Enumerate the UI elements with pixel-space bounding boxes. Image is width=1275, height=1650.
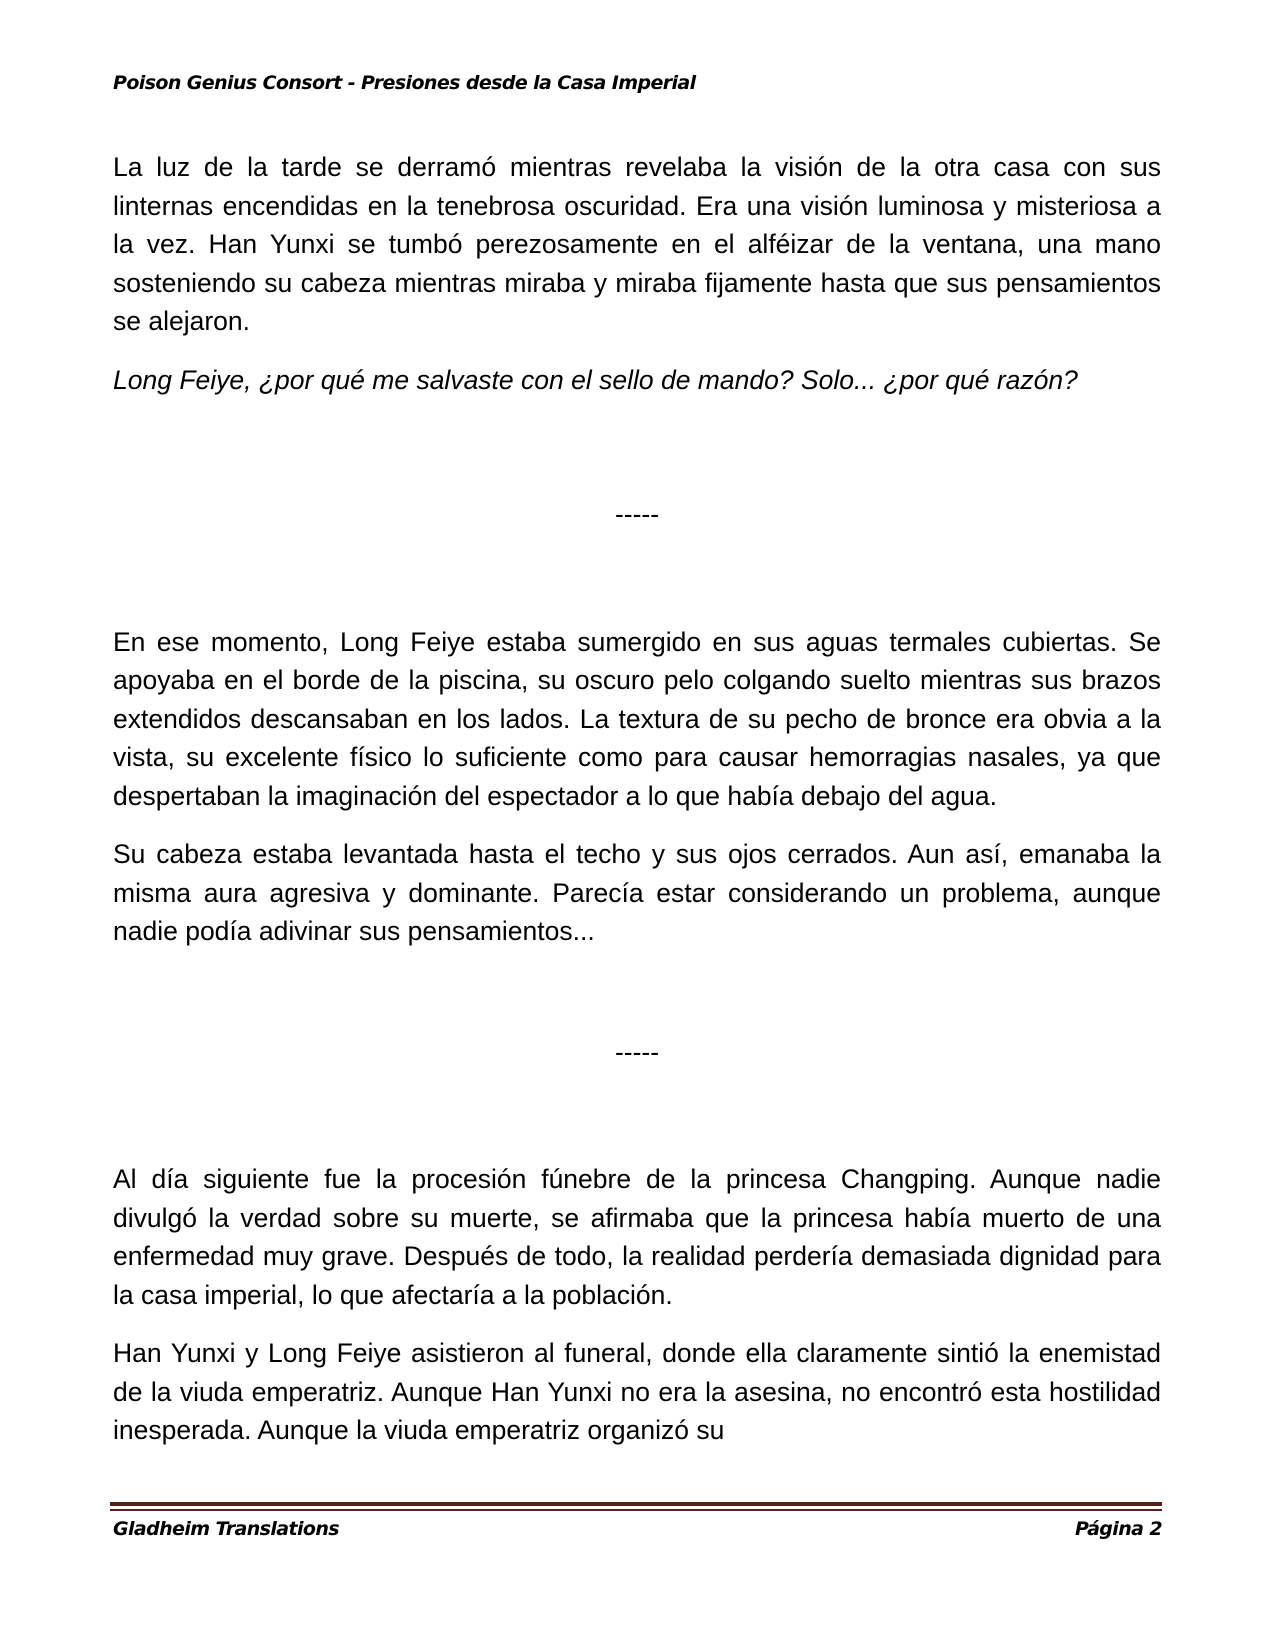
footer-rule-thin xyxy=(110,1509,1162,1511)
paragraph: Han Yunxi y Long Feiye asistieron al funeral, donde ella claramente sintió la enemistad de la viuda emperatriz. Aunque Han Yunxi no era la asesina, no encontró esta hostilidad inesperada. Aunque la viuda emperatriz organizó su xyxy=(113,1338,1161,1445)
paragraph: Al día siguiente fue la procesión fúnebre de la princesa Changping. Aunque nadie divulgó la verdad sobre su muerte, se afirmaba que la princesa había muerto de una enfermedad muy grave. Después de todo, la realidad perdería demasiada dignidad para la casa imperial, lo que afectaría a la población. xyxy=(113,1164,1161,1310)
footer-rule-thick xyxy=(110,1502,1162,1506)
paragraph: La luz de la tarde se derramó mientras revelaba la visión de la otra casa con sus linternas encendidas en la tenebrosa oscuridad. Era una visión luminosa y misteriosa a la vez. Han Yunxi se tumbó perezosamente en el alféizar de la ventana, una mano sosteniendo su cabeza mientras miraba y miraba fijamente hasta que sus pensamientos se alejaron. xyxy=(113,152,1161,336)
section-separator: ----- xyxy=(614,1036,660,1067)
paragraph: Su cabeza estaba levantada hasta el techo y sus ojos cerrados. Aun así, emanaba la misma aura agresiva y dominante. Parecía estar considerando un problema, aunque nadie podía adivinar sus pensamientos... xyxy=(113,839,1161,946)
page-header-title: Poison Genius Consort - Presiones desde la Casa Imperial xyxy=(113,72,696,94)
footer-page-number: Página 2 xyxy=(1074,1518,1162,1540)
paragraph: En ese momento, Long Feiye estaba sumergido en sus aguas termales cubiertas. Se apoyaba en el borde de la piscina, su oscuro pelo colgando suelto mientras sus brazos extendidos descansaban en los lados. La textura de su pecho de bronce era obvia a la vista, su excelente físico lo suficiente como para causar hemorragias nasales, ya que despertaban la imaginación del espectador a lo que había debajo del agua. xyxy=(113,626,1161,811)
footer-translator-name: Gladheim Translations xyxy=(113,1518,339,1540)
section-separator: ----- xyxy=(614,499,660,529)
paragraph-italic-thought: Long Feiye, ¿por qué me salvaste con el sello de mando? Solo... ¿por qué razón? xyxy=(113,364,1078,395)
page-body xyxy=(113,148,1161,1450)
